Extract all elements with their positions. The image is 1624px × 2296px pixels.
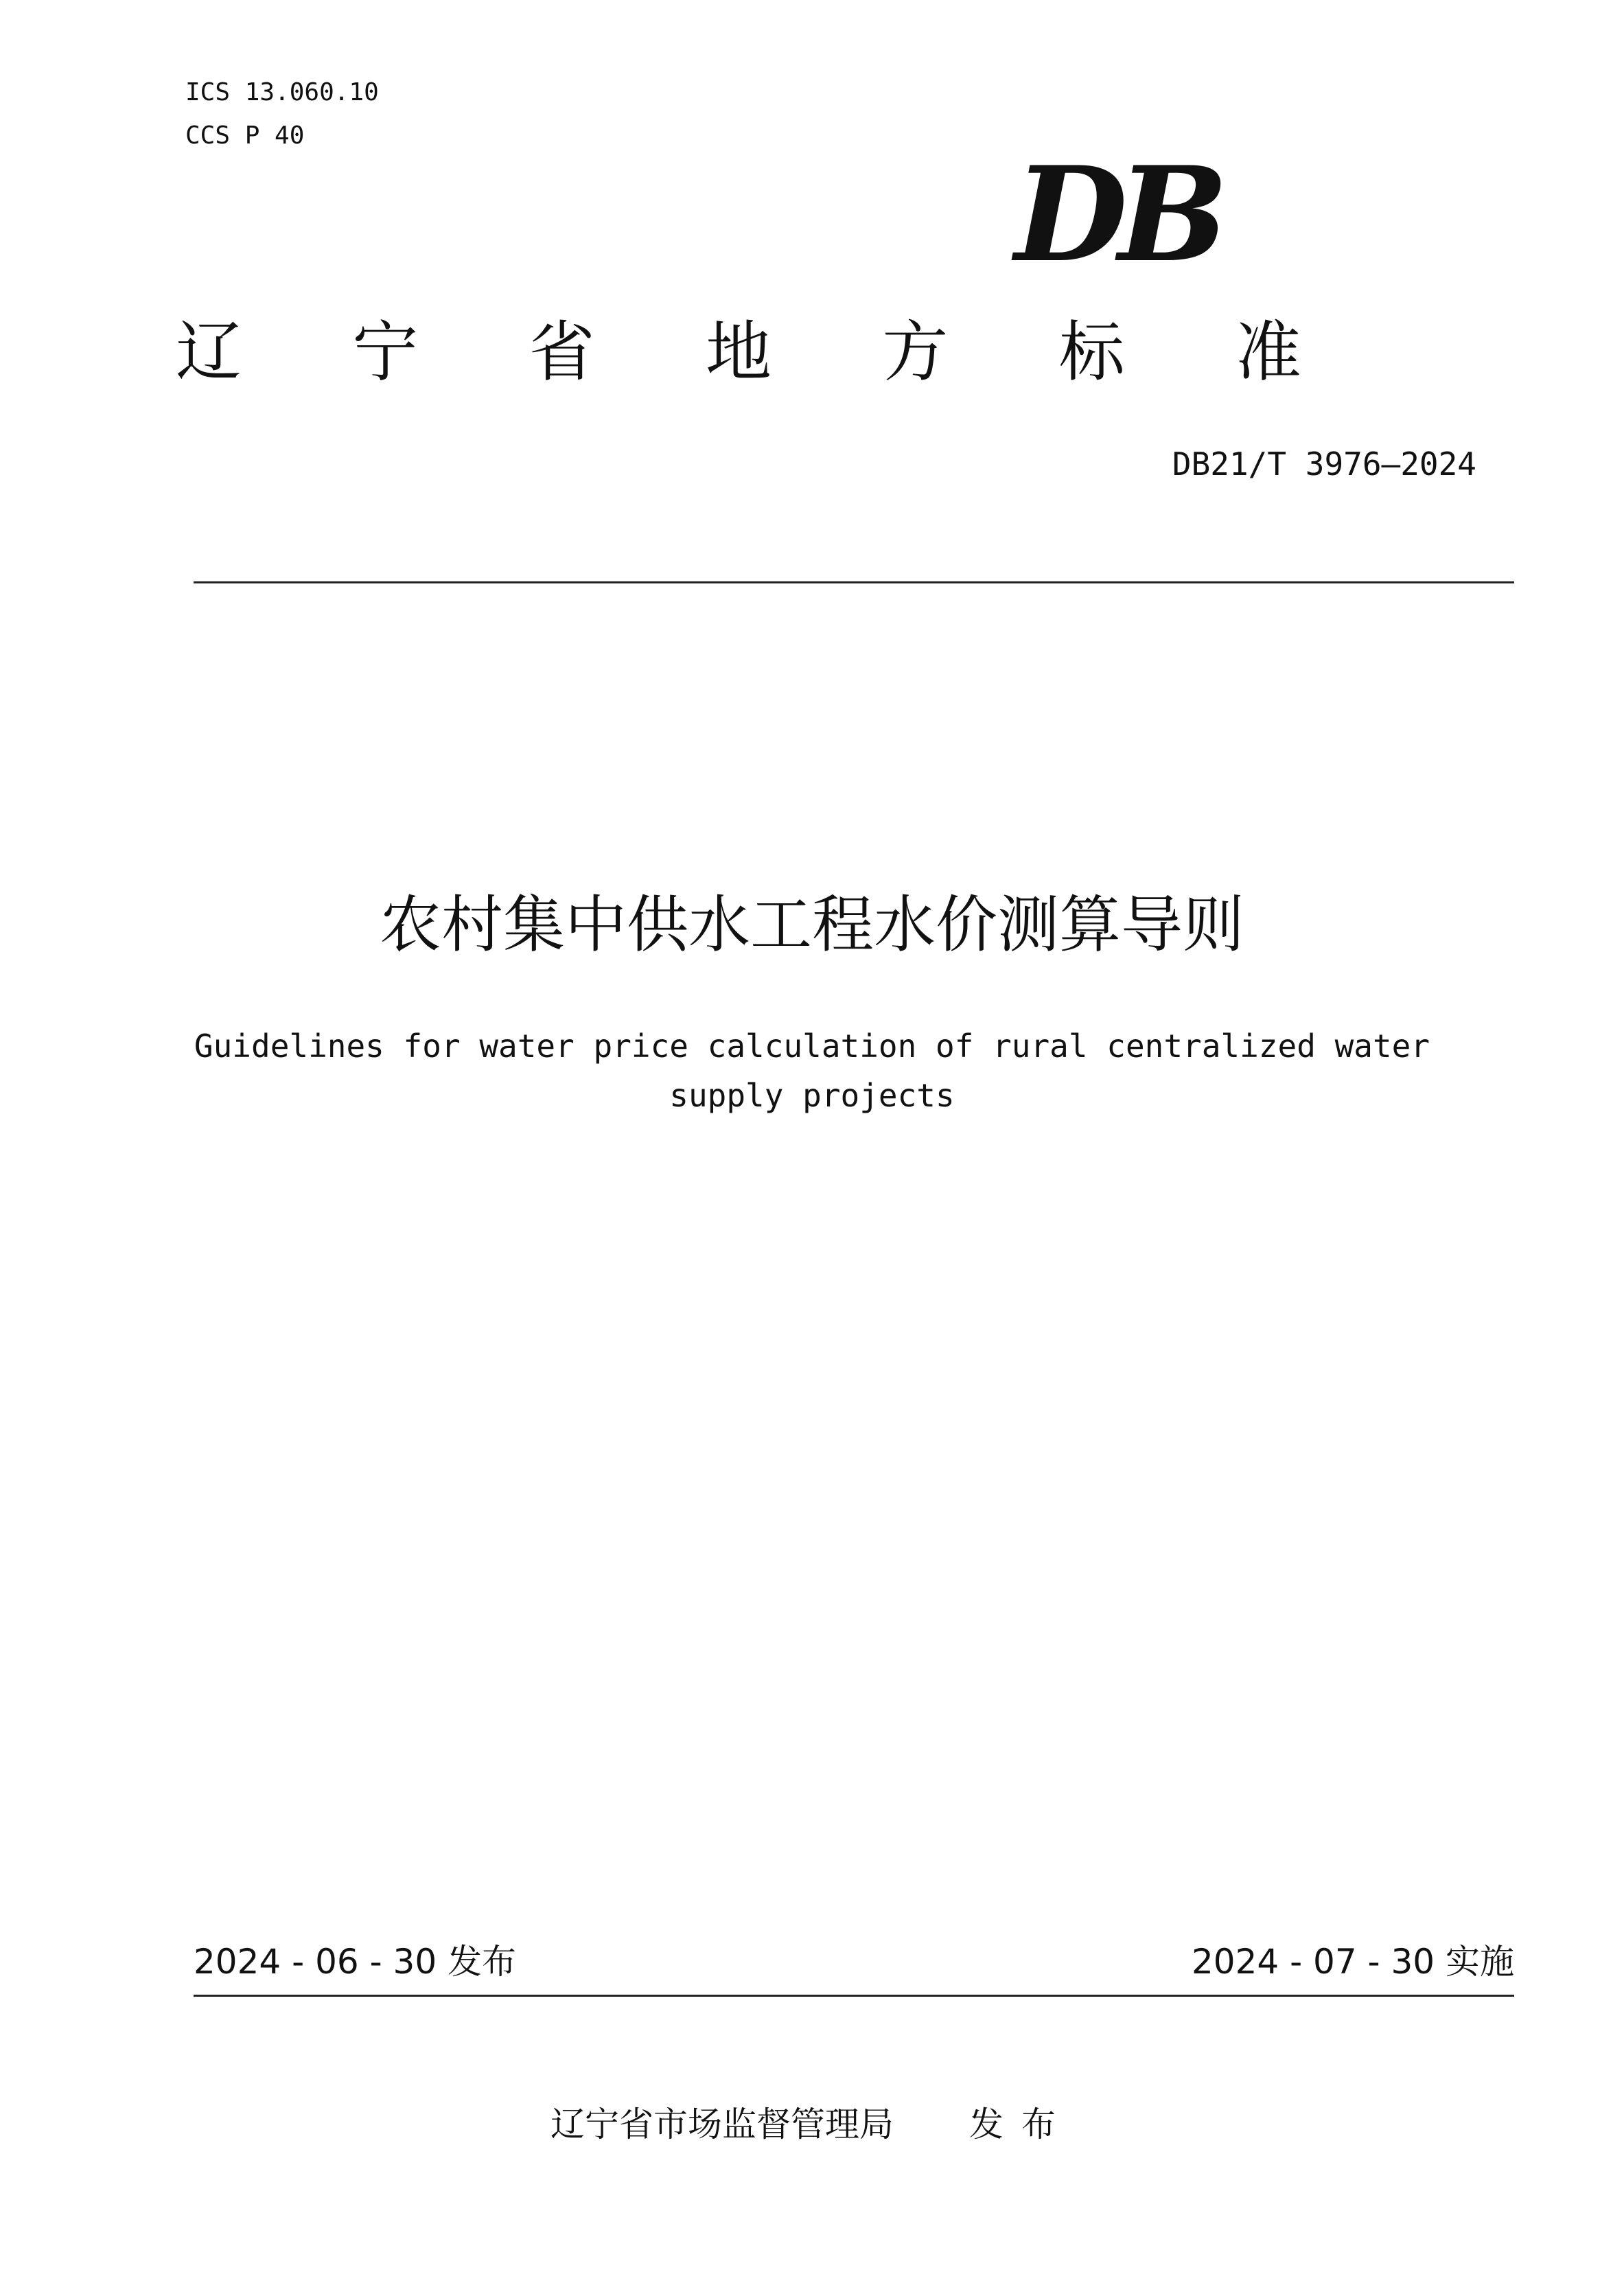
bottom-divider — [194, 1995, 1514, 1997]
document-title-english: Guidelines for water price calculation of rural centralized water supply projects — [194, 1028, 1430, 1114]
top-divider — [194, 581, 1514, 583]
ics-code: ICS 13.060.10 — [185, 78, 379, 106]
category-char: 方 — [882, 314, 949, 391]
issuer-name: 辽宁省市场监督管理局 — [550, 2104, 894, 2144]
category-char: 省 — [529, 314, 595, 391]
standard-number: DB21/T 3976—2024 — [1172, 445, 1476, 483]
category-char: 准 — [1235, 314, 1301, 391]
category-char: 地 — [705, 314, 772, 391]
implementation-date: 2024 - 07 - 30 实施 — [1191, 1942, 1514, 1982]
category-char: 标 — [1058, 314, 1125, 391]
issuer-action: 发布 — [969, 2104, 1074, 2144]
ccs-code: CCS P 40 — [185, 121, 305, 150]
category-char: 辽 — [176, 314, 242, 391]
standard-category-title — [176, 314, 1301, 390]
publish-date: 2024 - 06 - 30 发布 — [194, 1942, 517, 1982]
category-char: 宁 — [352, 314, 419, 391]
document-title-chinese: 农村集中供水工程水价测算导则 — [380, 889, 1244, 961]
issuer-line — [0, 2102, 1624, 2146]
db-logo: DB — [1014, 138, 1219, 291]
